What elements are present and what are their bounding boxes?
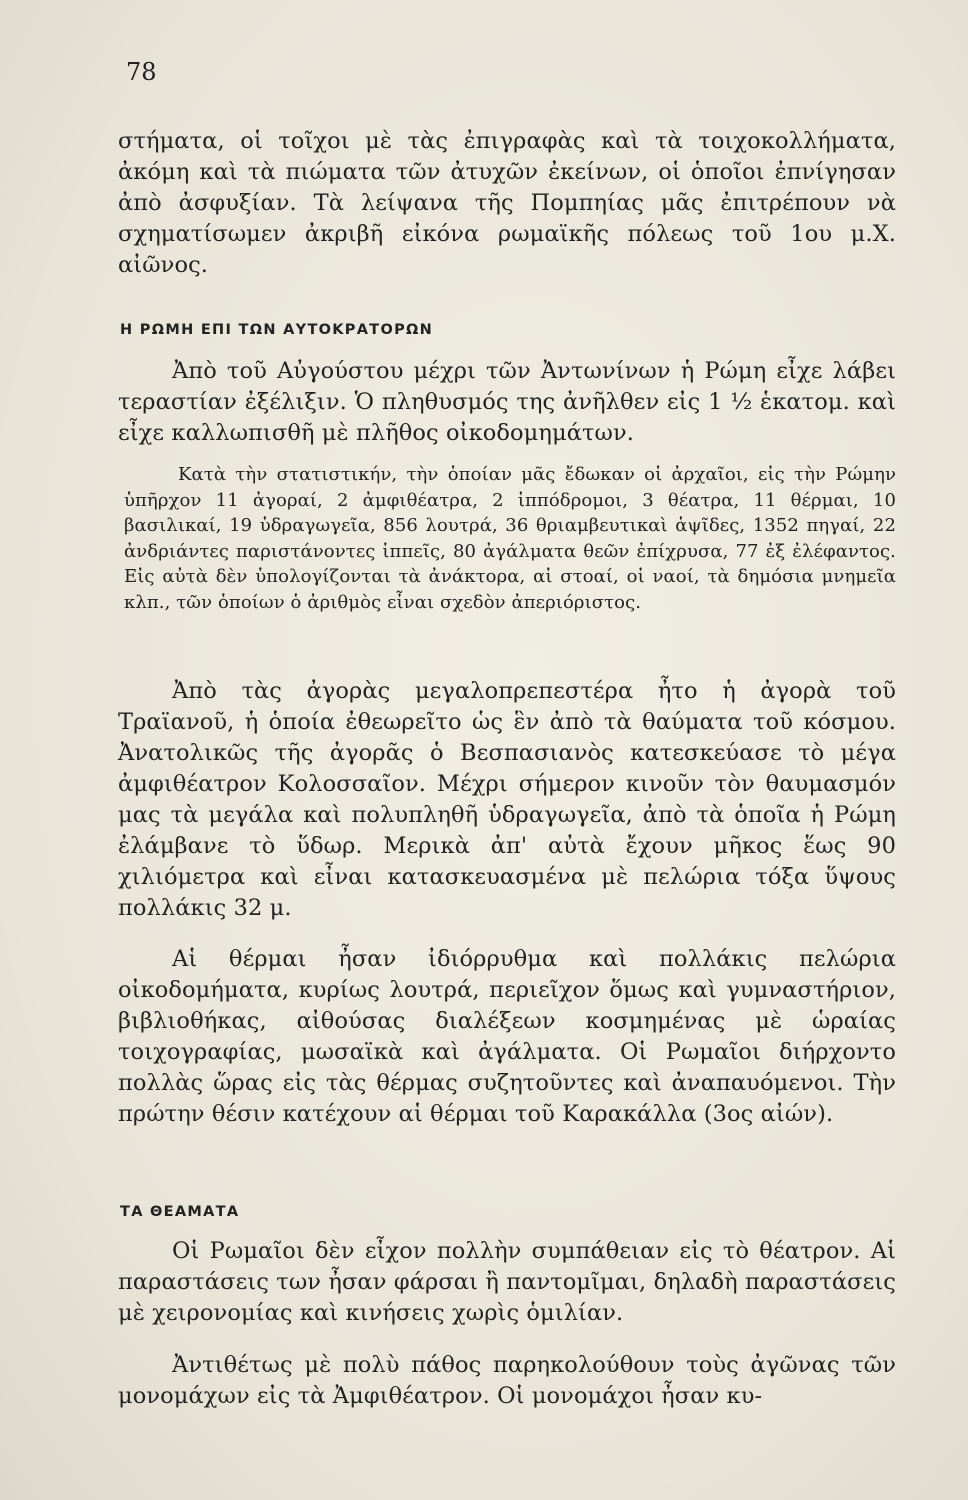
paragraph-rome-statistics: Κατὰ τὴν στατιστικήν, τὴν ὁποίαν μᾶς ἔδωκαν οἱ ἀρχαῖοι, εἰς τὴν Ρώμην ὑπῆρχον 11 ἀγοραί, 2 ἀμφιθέατρα, 2 ἱππόδρομοι, 3 θέατρα, 11 θέρμαι, 10 βασιλικαί, 19 ὑδραγωγεῖα, 856 λουτρά, 36 θριαμβευτικαὶ ἁψῖδες, 1352 πηγαί, 22 ἀνδριάντες παριστάνοντες ἱππεῖς, 80 ἀγάλματα θεῶν ἐπίχρυσα, 77 ἐξ ἐλέφαντος. Εἰς αὐτὰ δὲν ὑπολογίζονται τὰ ἀνάκτορα, αἱ στοαί, οἱ ναοί, τὰ δημόσια μνημεῖα κλπ., τῶν ὁποίων ὁ ἀριθμὸς εἶναι σχεδὸν ἀπεριόριστος. [124, 464, 896, 613]
section-heading-rome-emperors: Η ΡΩΜΗ ΕΠΙ ΤΩΝ ΑΥΤΟΚΡΑΤΟΡΩΝ [120, 322, 434, 338]
paragraph-forum-trajan: Ἀπὸ τὰς ἀγορὰς μεγαλοπρεπεστέρα ἦτο ἡ ἀγορὰ τοῦ Τραϊανοῦ, ἡ ὁποία ἐθεωρεῖτο ὡς ἓν ἀπὸ τὰ θαύματα τοῦ κόσμου. Ἀνατολικῶς τῆς ἀγορᾶς ὁ Βεσπασιανὸς κατεσκεύασε τὸ μέγα ἀμφιθέατρον Κολοσσαῖον. Μέχρι σήμερον κινοῦν τὸν θαυμασμόν μας τὰ μεγάλα καὶ πολυπληθῆ ὑδραγωγεῖα, ἀπὸ τὰ ὁποῖα ἡ Ρώμη ἐλάμβανε τὸ ὕδωρ. Μερικὰ ἀπ' αὐτὰ ἔχουν μῆκος ἕως 90 χιλιόμετρα καὶ εἶναι κατασκευασμένα μὲ πελώρια τόξα ὕψους πολλάκις 32 μ. [118, 678, 896, 921]
page-number: 78 [126, 58, 157, 86]
paragraph-rome-growth: Ἀπὸ τοῦ Αὐγούστου μέχρι τῶν Ἀντωνίνων ἡ Ρώμη εἶχε λάβει τεραστίαν ἐξέλιξιν. Ὁ πληθυσμός της ἀνῆλθεν εἰς 1 ½ ἑκατομ. καὶ εἶχε καλλωπισθῆ μὲ πλῆθος οἰκοδομημάτων. [118, 358, 896, 446]
section-heading-spectacles: ΤΑ ΘΕΑΜΑΤΑ [120, 1204, 240, 1220]
paragraph-pompeii-remains: στήματα, οἱ τοῖχοι μὲ τὰς ἐπιγραφὰς καὶ τὰ τοιχοκολλήματα, ἀκόμη καὶ τὰ πιώματα τῶν ἀτυχῶν ἐκείνων, οἱ ὁποῖοι ἐπνίγησαν ἀπὸ ἀσφυξίαν. Τὰ λείψανα τῆς Πομπηίας μᾶς ἐπιτρέπουν νὰ σχηματίσωμεν ἀκριβῆ εἰκόνα ρωμαϊκῆς πόλεως τοῦ 1ου μ.Χ. αἰῶνος. [118, 128, 896, 278]
paragraph-gladiators: Ἀντιθέτως μὲ πολὺ πάθος παρηκολούθουν τοὺς ἀγῶνας τῶν μονομάχων εἰς τὰ Ἀμφιθέατρον. Οἱ μονομάχοι ἦσαν κυ- [118, 1352, 896, 1409]
paragraph-baths: Αἱ θέρμαι ἦσαν ἰδιόρρυθμα καὶ πολλάκις πελώρια οἰκοδομήματα, κυρίως λουτρά, περιεῖχον ὅμως καὶ γυμναστήριον, βιβλιοθήκας, αἰθούσας διαλέξεων κοσμημένας μὲ ὡραίας τοιχογραφίας, μωσαϊκὰ καὶ ἀγάλματα. Οἱ Ρωμαῖοι διήρχοντο πολλὰς ὥρας εἰς τὰς θέρμας συζητοῦντες καὶ ἀναπαυόμενοι. Τὴν πρώτην θέσιν κατέχουν αἱ θέρμαι τοῦ Καρακάλλα (3ος αἰών). [118, 946, 896, 1127]
paragraph-theatre: Οἱ Ρωμαῖοι δὲν εἶχον πολλὴν συμπάθειαν εἰς τὸ θέατρον. Αἱ παραστάσεις των ἦσαν φάρσαι ἢ παντομῖμαι, δηλαδὴ παραστάσεις μὲ χειρονομίας καὶ κινήσεις χωρὶς ὁμιλίαν. [118, 1238, 896, 1326]
